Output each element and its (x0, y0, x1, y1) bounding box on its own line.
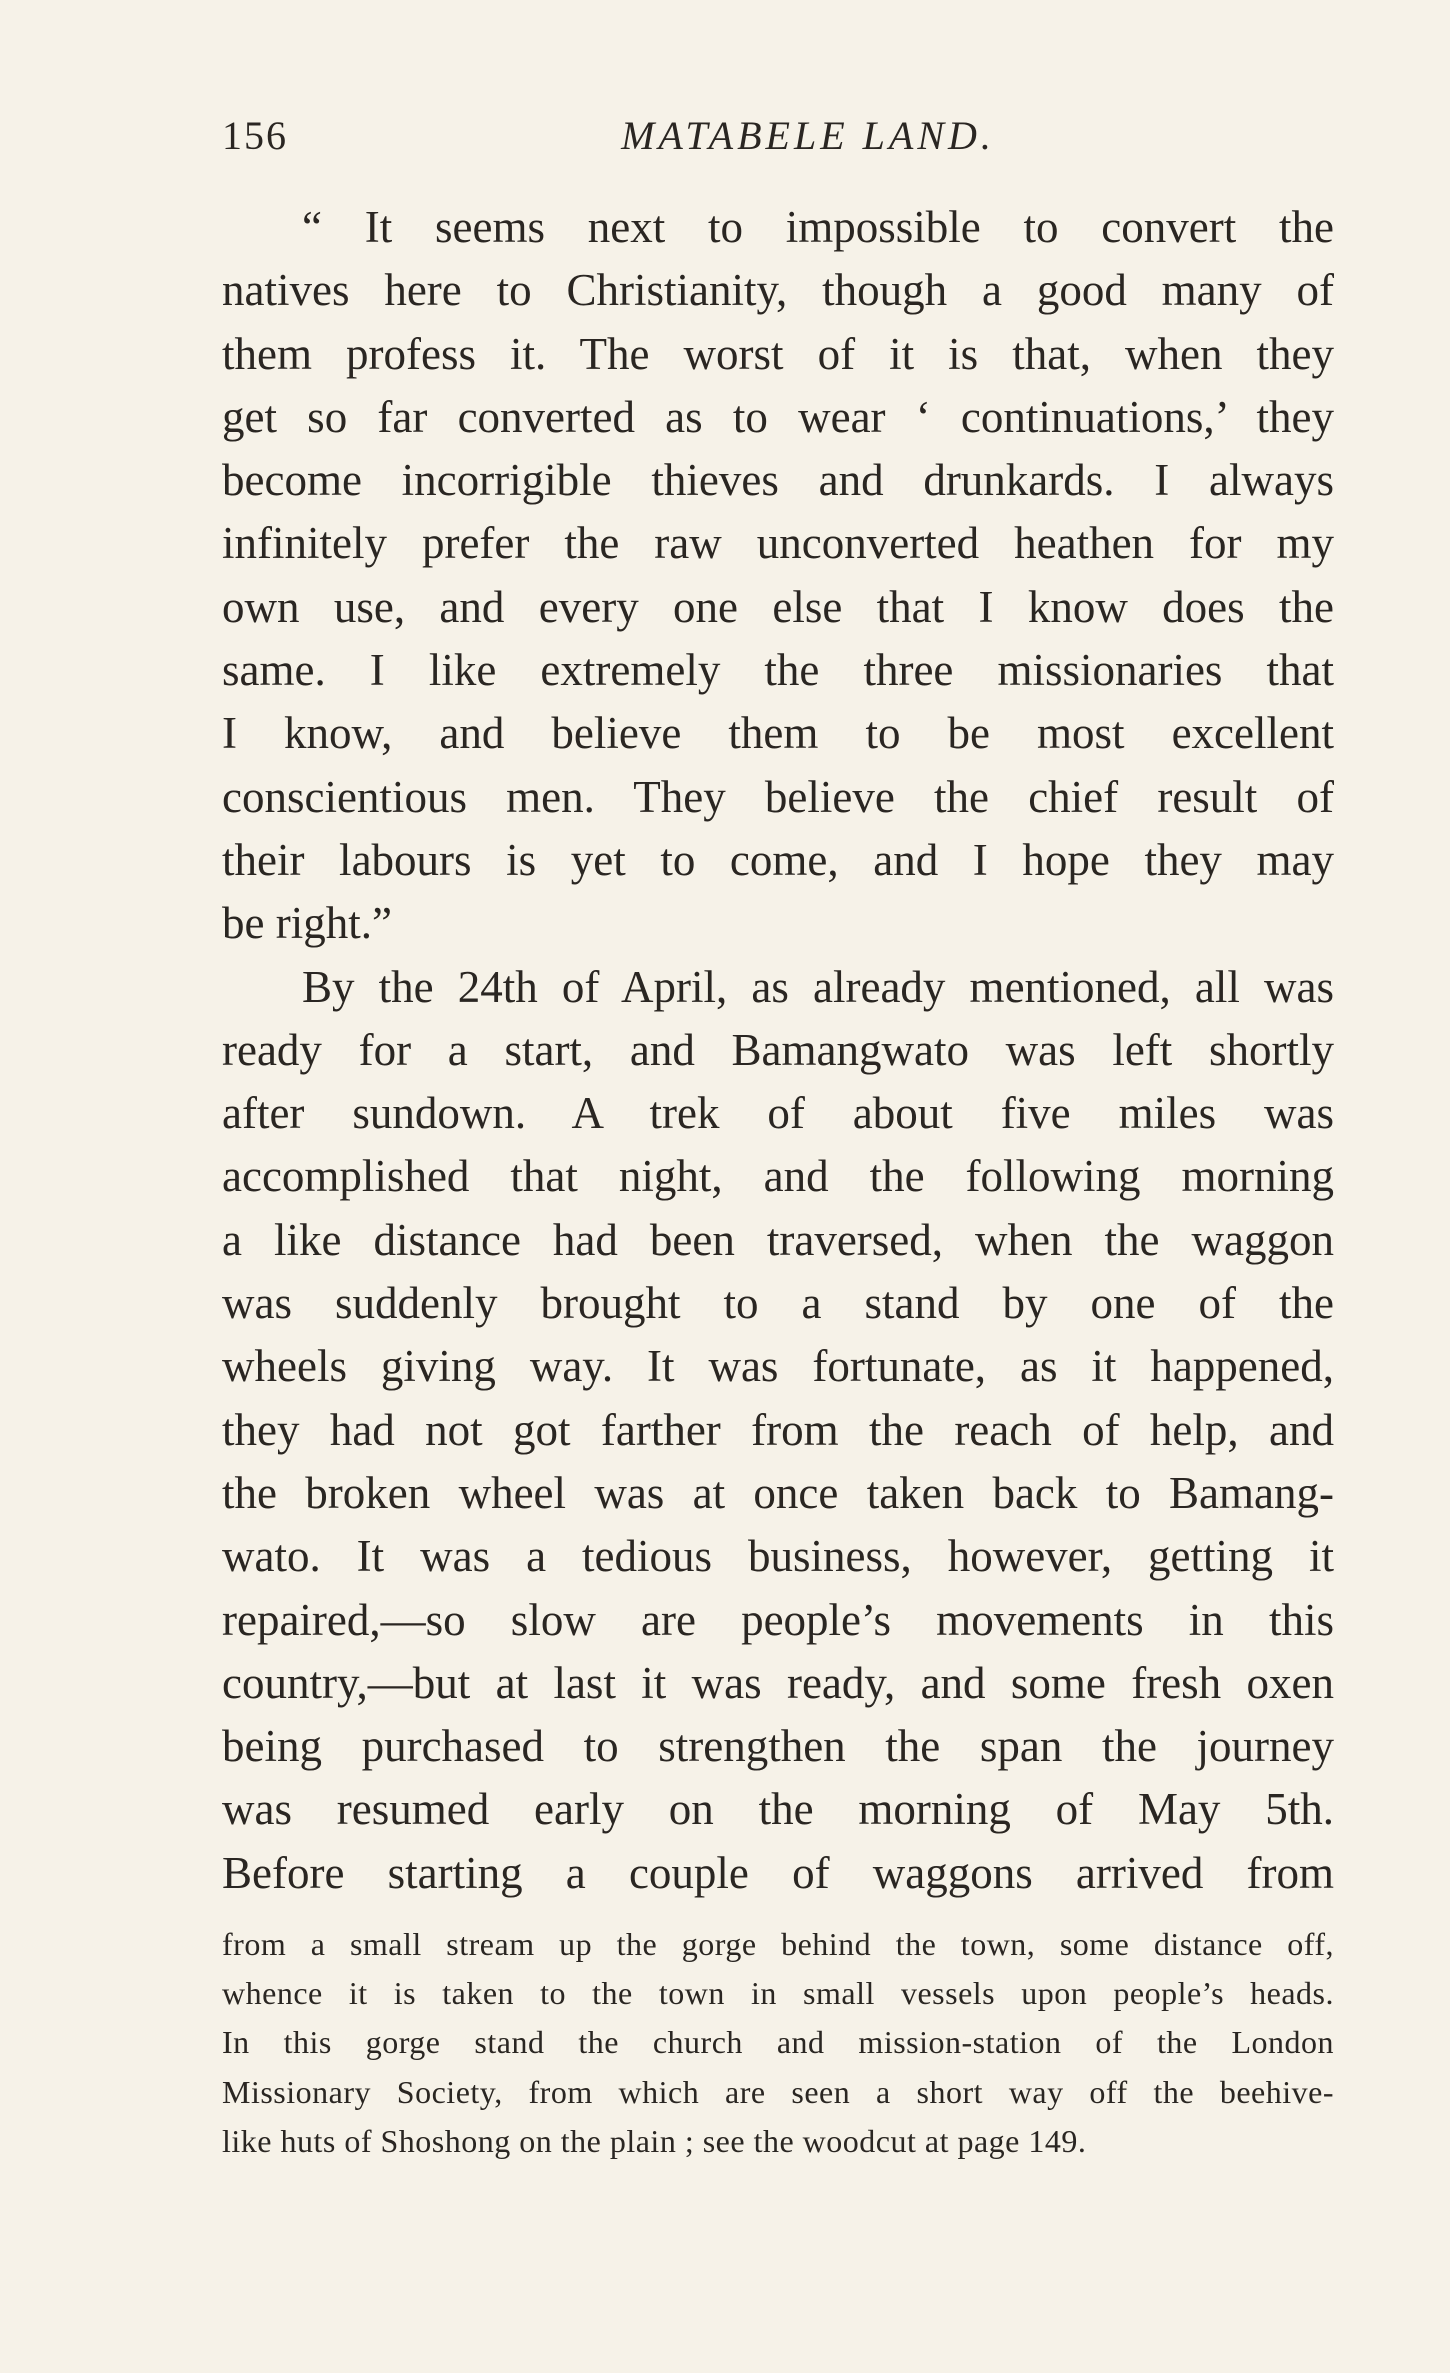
footnote-line: whence it is taken to the town in small vessels upon people’s heads. (222, 1975, 1334, 2012)
body-line: country,—but at last it was ready, and some fresh oxen (222, 1657, 1334, 1708)
body-line: I know, and believe them to be most excellent (222, 708, 1334, 759)
body-line: “ It seems next to impossible to convert the (302, 202, 1334, 252)
body-line: infinitely prefer the raw unconverted heathen for my (222, 518, 1334, 569)
body-line: was resumed early on the morning of May 5th. (222, 1784, 1334, 1835)
body-line: wheels giving way. It was fortunate, as it happened, (222, 1341, 1334, 1392)
body-line: wato. It was a tedious business, however, getting it (222, 1531, 1334, 1582)
body-line: a like distance had been traversed, when the waggon (222, 1214, 1334, 1265)
body-line: their labours is yet to come, and I hope they may (222, 834, 1334, 885)
body-line: become incorrigible thieves and drunkards. I always (222, 455, 1334, 506)
footnote-line: like huts of Shoshong on the plain ; see the woodcut at page 149. (222, 2122, 1087, 2159)
body-line: the broken wheel was at once taken back to Bamang- (222, 1467, 1334, 1518)
body-line: Before starting a couple of waggons arrived from (222, 1847, 1334, 1898)
footnote-line: Missionary Society, from which are seen a short way off the beehive- (222, 2073, 1334, 2110)
body-line: same. I like extremely the three missionaries that (222, 645, 1334, 696)
body-text (222, 196, 1334, 1905)
body-line: conscientious men. They believe the chief result of (222, 771, 1334, 822)
body-line: ready for a start, and Bamangwato was left shortly (222, 1024, 1334, 1075)
body-line: natives here to Christianity, though a good many of (222, 265, 1334, 316)
body-line: being purchased to strengthen the span the journey (222, 1721, 1334, 1772)
page-number: 156 (222, 113, 288, 158)
body-line: was suddenly brought to a stand by one of the (222, 1278, 1334, 1329)
footnote (222, 1920, 1334, 2166)
body-line: own use, and every one else that I know does the (222, 581, 1334, 632)
body-line: after sundown. A trek of about five miles was (222, 1088, 1334, 1139)
body-line: be right.” (222, 898, 392, 949)
body-line: get so far converted as to wear ‘ continuations,’ they (222, 391, 1334, 442)
body-line: By the 24th of April, as already mentioned, all was (302, 961, 1334, 1012)
body-line: them profess it. The worst of it is that, when they (222, 328, 1334, 379)
page-header (222, 112, 1334, 172)
footnote-line: In this gorge stand the church and mission-station of the London (222, 2024, 1334, 2061)
footnote-line: from a small stream up the gorge behind the town, some distance off, (222, 1926, 1334, 1962)
running-head: MATABELE LAND. (621, 113, 995, 158)
body-line: repaired,—so slow are people’s movements in this (222, 1594, 1334, 1645)
body-line: accomplished that night, and the following morning (222, 1151, 1334, 1202)
body-line: they had not got farther from the reach of help, and (222, 1404, 1334, 1455)
